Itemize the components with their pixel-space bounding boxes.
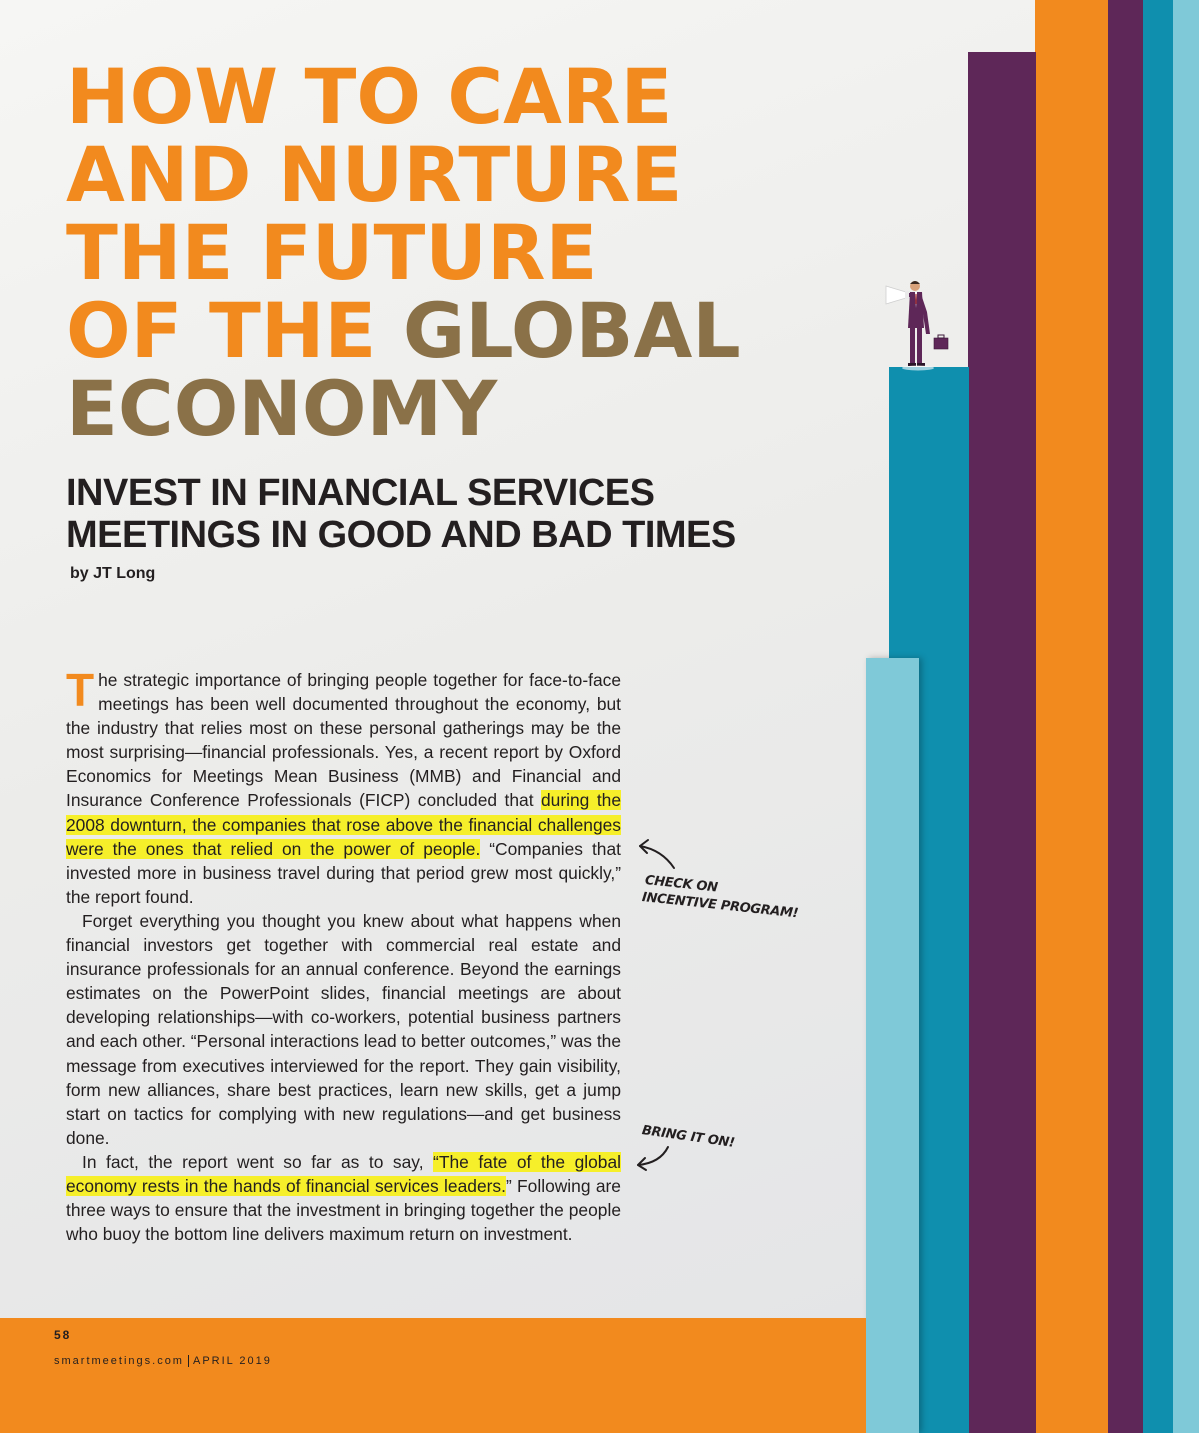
businessman-megaphone-icon: [878, 272, 958, 372]
footer-issue: APRIL 2019: [192, 1355, 272, 1367]
headline-line-5: ECONOMY: [66, 364, 498, 453]
headline-line-2: AND NURTURE: [66, 130, 683, 219]
headline-line-3: THE FUTURE: [66, 208, 598, 297]
subhead-line-2: MEETINGS IN GOOD AND BAD TIMES: [66, 514, 736, 556]
note-check-on: CHECK ON: [644, 873, 719, 896]
arrow-icon-1: [632, 836, 682, 872]
bar-lightblue-short: [866, 658, 919, 1433]
paragraph-2: Forget everything you thought you knew about what happens when financial investors get together with commercial real estate and insurance professionals for an annual conference. Beyond the earnings estimates on the PowerPoint slides, financial meetings are about developing relationships—with co-workers, potential business partners and each other. “Personal interactions lead to better outcomes,” was the message from executives interviewed for the report. They gain visibility, form new alliances, share best practices, learn new skills, get a jump start on tactics for complying with new regulations—and get business done.: [66, 910, 621, 1148]
bar-purple-tall: [1108, 0, 1143, 1433]
footer-separator: [188, 1355, 189, 1367]
headline: [66, 52, 866, 453]
paragraph-1-text-a: he strategic importance of bringing people together for face-to-face meetings has been well documented throughout the economy, but the industry that relies most on these personal gatherings may be the most surprising—financial professionals. Yes, a recent report by Oxford Economics for Meetings Mean Business (MMB) and Financial and Insurance Conference Professionals (FICP) concluded that: [66, 670, 621, 811]
headline-line-1: HOW TO CARE: [66, 52, 673, 141]
headline-line-4-brown: GLOBAL: [402, 286, 741, 375]
note-incentive-program: INCENTIVE PROGRAM!: [641, 890, 799, 922]
footer-bar: [0, 1318, 866, 1433]
paragraph-1-text-b: “Companies that invested more in business travel during that period grew most quickly,” the report found.: [66, 838, 621, 907]
highlight-2: “The fate of the global economy rests in the hands of financial services leaders.: [66, 1151, 621, 1196]
bar-lightblue-tall: [1173, 0, 1199, 1433]
byline: by JT Long: [70, 565, 156, 582]
subhead-line-1: INVEST IN FINANCIAL SERVICES: [66, 472, 655, 514]
subhead: [66, 472, 826, 556]
bar-purple-mid: [968, 52, 1036, 1433]
headline-line-4-orange: OF THE: [66, 286, 403, 375]
footer-credit: [54, 1355, 272, 1367]
note-bring-it-on: BRING IT ON!: [640, 1123, 736, 1151]
arrow-icon-2: [630, 1143, 675, 1173]
bar-orange-tall: [1035, 0, 1115, 1433]
article-body: [66, 664, 621, 1246]
drop-cap: T: [66, 664, 95, 716]
page-number: 58: [54, 1328, 72, 1342]
paragraph-1: [66, 664, 621, 909]
paragraph-3-text-b: ” Following are three ways to ensure that the investment in bringing together the people who buoy the bottom line delivers maximum return on investment.: [66, 1175, 621, 1245]
paragraph-3-text-a: In fact, the report went so far as to say,: [82, 1151, 434, 1172]
paragraph-3: [66, 1150, 621, 1246]
bar-teal-tall: [1143, 0, 1173, 1433]
footer-site: smartmeetings.com: [54, 1355, 184, 1367]
highlight-1: during the 2008 downturn, the companies that rose above the financial challenges were the ones that relied on the power of people.: [66, 790, 621, 859]
headline-line-4: [66, 286, 866, 375]
